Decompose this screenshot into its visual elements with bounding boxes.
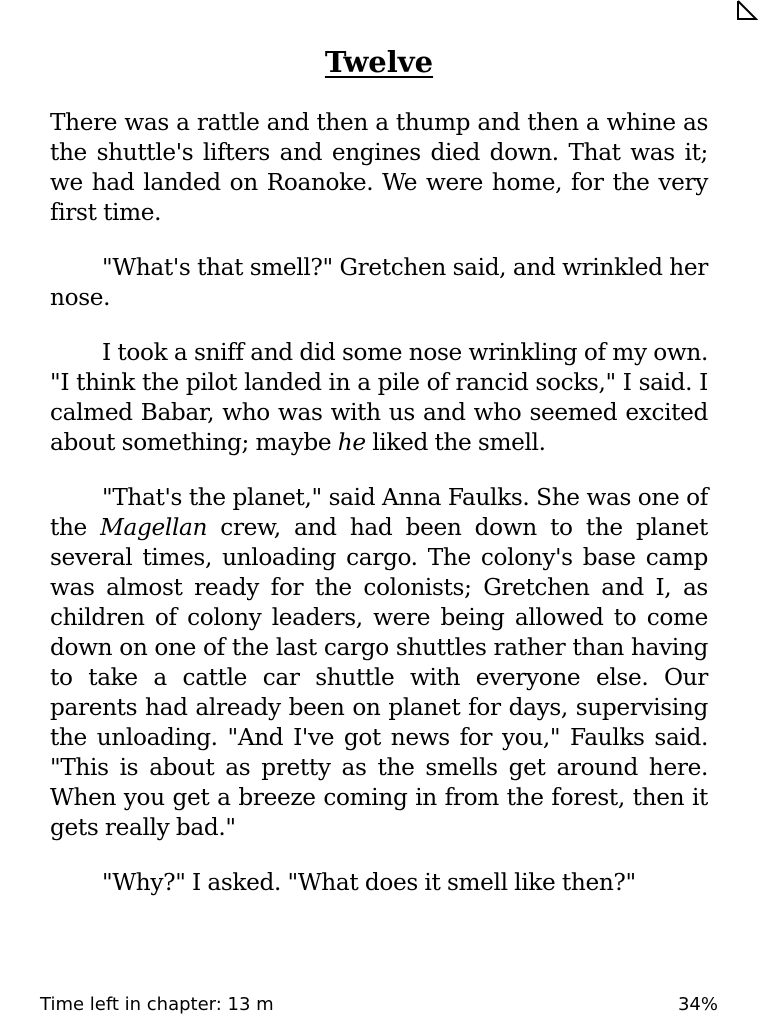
- paragraph-3-part-3: liked the smell.: [365, 429, 546, 456]
- paragraph-5: "Why?" I asked. "What does it smell like then?": [102, 869, 636, 896]
- time-left-in-chapter: Time left in chapter: 13 m: [40, 993, 274, 1015]
- paragraph-4-italic: Magellan: [100, 514, 208, 541]
- paragraph-4-part-1: "That's the planet," said Anna Faulks. She was one of the: [50, 484, 708, 541]
- reading-footer: [40, 992, 718, 1016]
- paragraph-2: "What's that smell?" Gretchen said, and wrinkled her nose.: [50, 254, 708, 311]
- paragraph-3-italic: he: [337, 429, 366, 456]
- paragraph-4-part-3: crew, and had been down to the planet several times, unloading cargo. The colony's base camp was almost ready for the colonists; Gretchen and I, as children of colony leaders, were being allowed to come down on one of the last cargo shuttles rather than having to take a cattle car shuttle with everyone else. Our parents had already been on planet for days, supervising the unloading. "And I've got news for you," Faulks said. "This is about as pretty as the smells get around here. When you get a breeze coming in from the forest, then it gets really bad.": [50, 514, 708, 841]
- reading-page[interactable]: [50, 40, 708, 923]
- paragraph-4: [50, 483, 708, 843]
- paragraph-1: There was a rattle and then a thump and then a whine as the shuttle's lifters and engines died down. That was it; we had landed on Roanoke. We were home, for the very first time.: [50, 109, 708, 226]
- chapter-title: Twelve: [324, 45, 434, 79]
- paragraph-3-part-1: I took a sniff and did some nose wrinkling of my own. "I think the pilot landed in a pile of rancid socks," I said. I calmed Babar, who was with us and who seemed excited about something; maybe: [50, 339, 708, 456]
- paragraph-3: [50, 338, 708, 458]
- page-corner-icon[interactable]: [734, 0, 758, 22]
- reading-progress: 34%: [677, 993, 718, 1015]
